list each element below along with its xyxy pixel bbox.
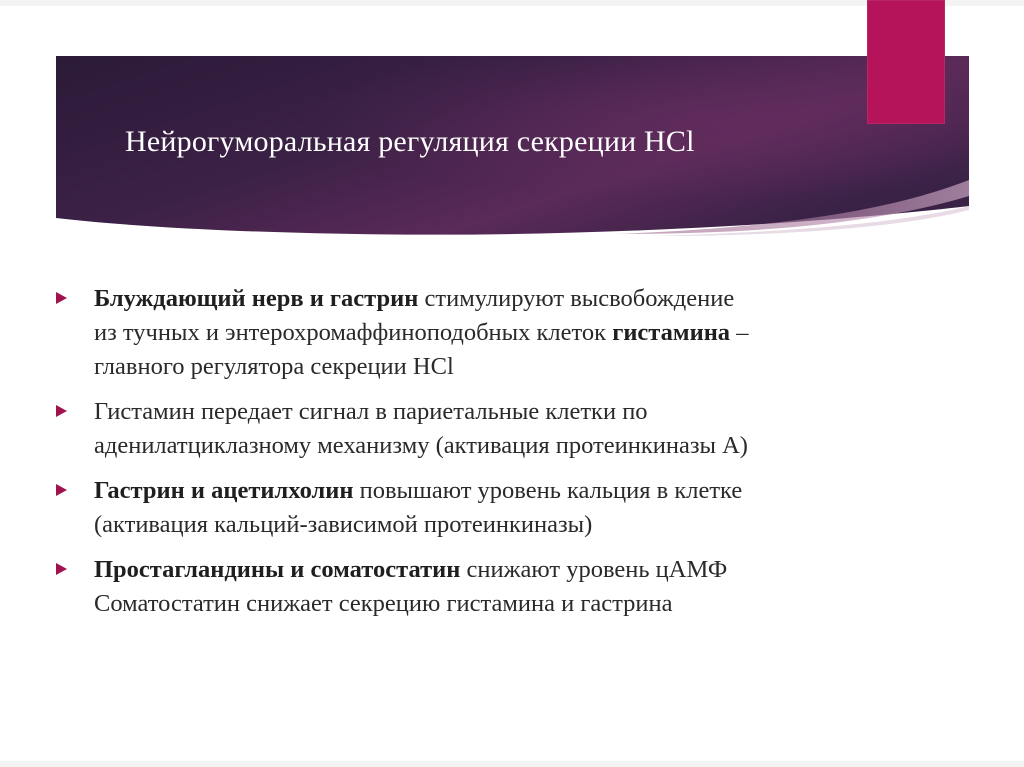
- bullet-line: [94, 395, 956, 429]
- bullet-item-4: [56, 553, 956, 621]
- bullet-line: [94, 587, 956, 621]
- bullet-text: –: [730, 319, 749, 346]
- bullet-text: снижают уровень цАМФ: [460, 556, 728, 583]
- bullet-item-2: [56, 395, 956, 463]
- triangle-right-icon: [56, 405, 67, 417]
- bullet-bold-text: гистамина: [612, 319, 731, 346]
- bullet-line: [94, 316, 956, 350]
- triangle-right-icon: [56, 563, 67, 575]
- bullet-bold-text: Блуждающий нерв и гастрин: [94, 285, 419, 312]
- triangle-right-icon: [56, 292, 67, 304]
- bullet-text: главного регулятора секреции HCl: [94, 353, 454, 380]
- bullet-bold-text: Гастрин и ацетилхолин: [94, 477, 354, 504]
- bullet-text: (активация кальций-зависимой протеинкиназы): [94, 511, 593, 538]
- bullet-bold-text: Простагландины и соматостатин: [94, 556, 461, 583]
- slide-bottom-border: [0, 761, 1024, 767]
- bullet-line: [94, 282, 956, 316]
- bullet-item-3: [56, 474, 956, 542]
- accent-bookmark: [867, 0, 945, 124]
- bullet-text: Соматостатин снижает секрецию гистамина и гастрина: [94, 590, 673, 617]
- bullet-text: Гистамин передает сигнал в париетальные клетки по: [94, 398, 648, 425]
- bullet-text: из тучных и энтерохромаффиноподобных клеток: [94, 319, 613, 346]
- bullet-item-1: [56, 282, 956, 384]
- triangle-right-icon: [56, 484, 67, 496]
- bullet-list: [56, 282, 956, 632]
- bullet-line: [94, 553, 956, 587]
- bullet-line: [94, 429, 956, 463]
- bullet-text: стимулируют высвобождение: [418, 285, 735, 312]
- slide-title: Нейрогуморальная регуляция секреции HCl: [125, 125, 695, 158]
- bullet-text: повышают уровень кальция в клетке: [353, 477, 743, 504]
- bullet-text: аденилатциклазному механизму (активация протеинкиназы А): [94, 432, 748, 459]
- bullet-line: [94, 350, 956, 384]
- bullet-line: [94, 474, 956, 508]
- bullet-line: [94, 508, 956, 542]
